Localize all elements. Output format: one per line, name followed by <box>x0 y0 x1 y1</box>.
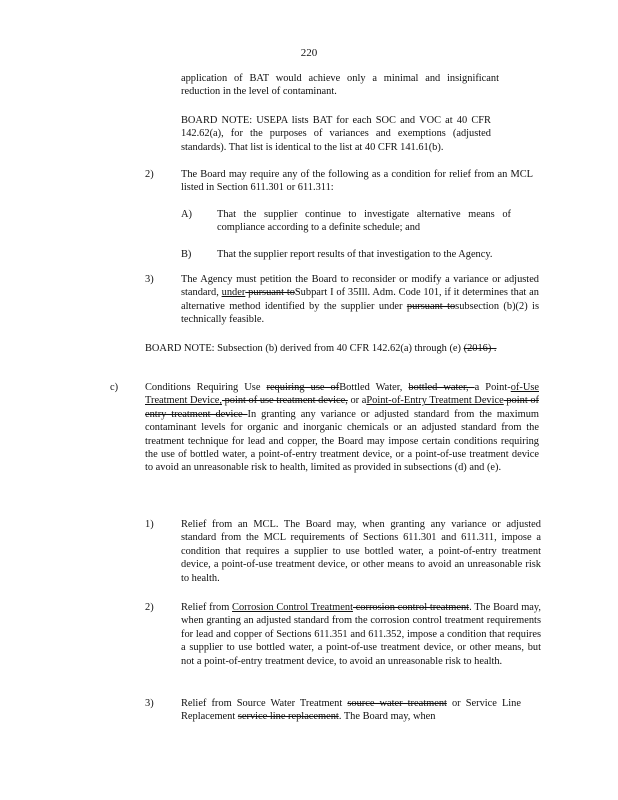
struck-text: service line replacement <box>237 711 339 723</box>
struck-text: (2016) . <box>463 343 497 354</box>
inserted-text: Point-of-Entry Treatment Device <box>366 395 504 407</box>
struck-text: source water treatment <box>347 698 447 709</box>
item-c3-label: 3) <box>145 698 154 709</box>
inserted-text: under <box>221 287 246 299</box>
item-3-label: 3) <box>145 274 154 285</box>
board-note-subsection-b: BOARD NOTE: Subsection (b) derived from 40 CFR 142.62(a) through (e) (2016) . <box>145 343 497 354</box>
item-2b-text: That the supplier report results of that investigation to the Agency. <box>217 249 493 260</box>
item-c3-text: Relief from Source Water Treatment source water treatment or Service Line Replacement service line replacement. The Board may, when <box>181 698 521 723</box>
struck-text: point of use treatment device, <box>221 395 348 407</box>
item-3-text: The Agency must petition the Board to reconsider or modify a variance or adjusted standard, under pursuant toSubpart I of 35Ill. Adm. Code 101, if it determines that an alternative method identified by the supplier under pursuant tosubsection (b)(2) is technically feasible. <box>181 274 539 326</box>
item-c1-text: Relief from an MCL. The Board may, when granting any variance or adjusted standard from the MCL requirements of Sections 611.301 and 611.311, impose a condition that requires a supplier to use bottled water, a point-of-entry treatment device, a point-of-use treatment device, or other means to avoid an unreasonable risk to health. <box>181 519 541 584</box>
inserted-text: Corrosion Control Treatment <box>232 602 353 613</box>
page-number: 220 <box>300 47 318 59</box>
item-c2-text: Relief from Corrosion Control Treatment corrosion control treatment. The Board may, when granting an adjusted standard from the corrosion control treatment requirements for lead and copper of Sections 611.351 and 611.352, impose a condition that requires a supplier to use bottled water, a point-of-use treatment device, or other means, but not a point-of-entry treatment device, to avoid an unreasonable risk to health. <box>181 602 542 667</box>
item-c2-label: 2) <box>145 602 154 613</box>
item-2b-label: B) <box>181 249 192 260</box>
struck-text: requiring use of <box>266 382 340 393</box>
item-2-text: The Board may require any of the following as a condition for relief from an MCL listed in Section 611.301 or 611.311: <box>181 169 533 194</box>
item-c1-label: 1) <box>145 519 154 530</box>
section-c-text: Conditions Requiring Use requiring use ofBottled Water, bottled water, a Point-of-Use Treatment Device, point of use treatment device, or aPoint-of-Entry Treatment Device point of entry treatment device In granting any variance or adjusted standard from the maximum contaminant levels for organic and inorganic chemicals or an adjusted standard from the treatment technique for lead and copper, the Board may impose certain conditions requiring the use of bottled water, a point-of-entry treatment device, or a point-of-use treatment device to avoid an unreasonable risk to health, limited as provided in subsections (d) and (e). <box>145 382 539 474</box>
struck-text: pursuant to <box>245 287 295 299</box>
item-2-label: 2) <box>145 169 154 180</box>
section-c-label: c) <box>110 382 119 393</box>
struck-text: point of entry treatment device <box>145 395 539 420</box>
struck-text: corrosion control treatment <box>352 602 470 613</box>
item-2a-text: That the supplier continue to investigate alternative means of compliance according to a definite schedule; and <box>217 209 511 234</box>
inserted-text: of-Use Treatment Device, <box>145 382 539 407</box>
board-note-usepa: BOARD NOTE: USEPA lists BAT for each SOC and VOC at 40 CFR 142.62(a), for the purposes of variances and exemptions (adjusted standards). That list is identical to the list at 40 CFR 141.61(b). <box>181 115 491 153</box>
struck-text: pursuant to <box>406 300 456 312</box>
item-2a-label: A) <box>181 209 192 220</box>
paragraph-bat: application of BAT would achieve only a minimal and insignificant reduction in the level of contaminant. <box>181 73 499 98</box>
struck-text: bottled water, <box>408 382 475 393</box>
